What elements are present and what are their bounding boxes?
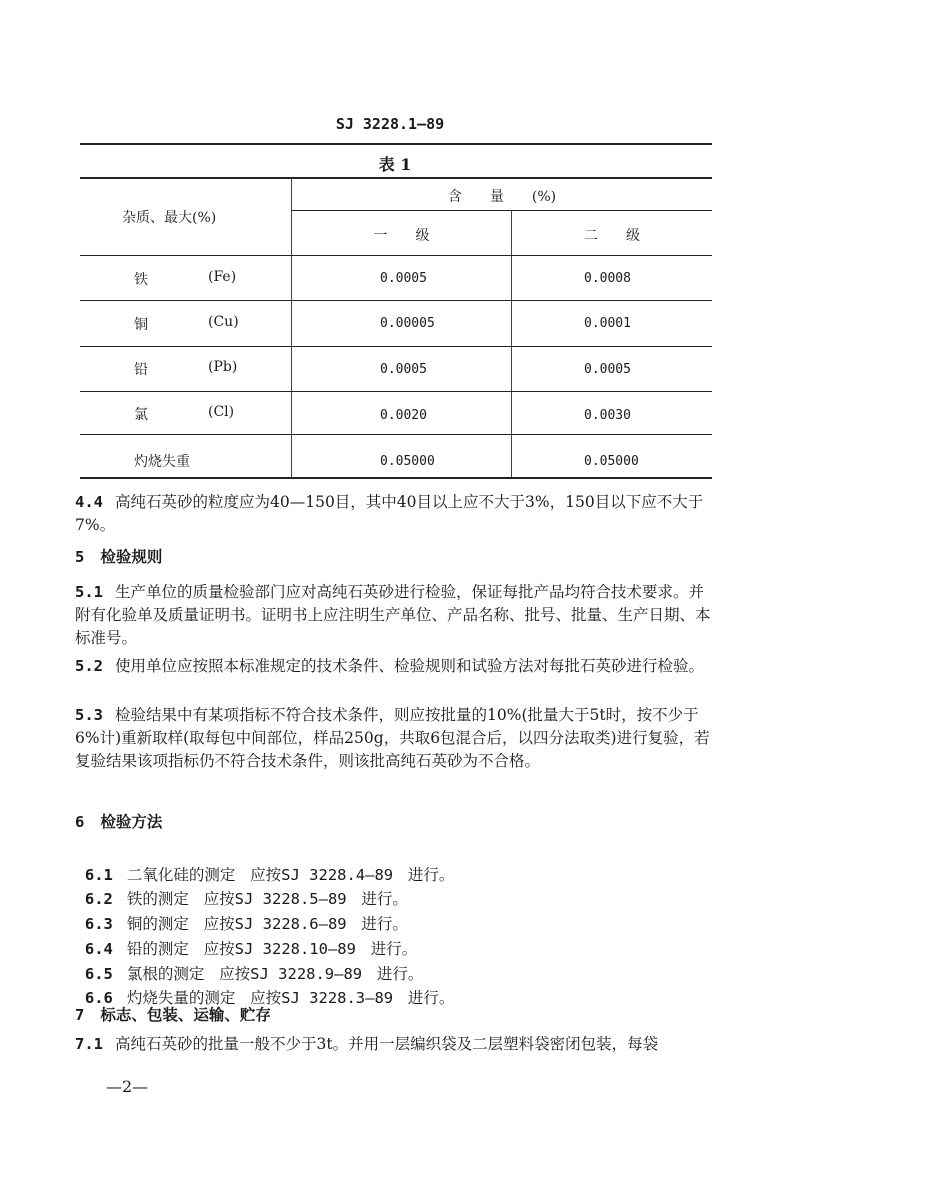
section-number: 5	[75, 548, 85, 566]
clause-text: 高纯石英砂的批量一般不少于3t。并用一层编织袋及二层塑料袋密闭包装，每袋	[115, 1035, 659, 1053]
grade1-value: 0.0020	[380, 408, 427, 423]
section-5-heading	[75, 545, 162, 567]
method-number: 6.5	[84, 965, 113, 983]
clause-5-3	[75, 704, 715, 773]
row-symbol: (Fe)	[208, 269, 237, 285]
row-name: 铁	[134, 272, 148, 288]
method-reference: 应按SJ 3228.5—89	[203, 890, 347, 908]
grade2-value: 0.0005	[584, 362, 631, 377]
section-title: 检验规则	[100, 547, 163, 566]
method-name: 铜的测定	[126, 915, 189, 933]
row-symbol: (Cu)	[208, 314, 239, 330]
method-tail: 进行。	[376, 965, 424, 983]
method-item	[75, 968, 454, 1008]
method-name: 铁的测定	[126, 890, 189, 908]
method-tail: 进行。	[407, 866, 455, 884]
method-reference: 应按SJ 3228.4—89	[250, 866, 394, 884]
clause-number: 7.1	[75, 1035, 103, 1053]
row-symbol: (Pb)	[208, 359, 238, 375]
table-title: 表 1	[378, 155, 412, 174]
grade1-value: 0.0005	[380, 362, 427, 377]
row-header: 杂质、最大(%)	[122, 210, 217, 226]
clause-text: 使用单位应按照本标准规定的技术条件、检验规则和试验方法对每批石英砂进行检验。	[115, 657, 705, 675]
section-7-heading	[75, 1003, 271, 1025]
clause-7-1	[75, 1033, 715, 1056]
table-bottom-rule	[80, 477, 712, 479]
clause-4-4	[75, 491, 715, 537]
row-name: 铅	[134, 362, 148, 378]
grade1-value: 0.05000	[380, 454, 435, 469]
clause-number: 5.2	[75, 657, 103, 675]
clause-text: 检验结果中有某项指标不符合技术条件，则应按批量的10%(批量大于5t时，按不少于6%计)重新取样(取每包中间部位，样品250g，共取6包混合后，以四分法取类)进行复验，若复验结果该项指标仍不符合技术条件，则该批高纯石英砂为不合格。	[75, 706, 710, 770]
table-row-rule	[80, 391, 712, 392]
row-symbol: (Cl)	[208, 404, 235, 420]
grade2-value: 0.0030	[584, 408, 631, 423]
grade2-value: 0.0008	[584, 271, 631, 286]
method-name: 灼烧失量的测定	[126, 989, 236, 1007]
section-number: 6	[75, 813, 85, 831]
content-header: 含 量 (%)	[447, 189, 557, 205]
clause-5-2	[75, 655, 715, 678]
method-tail: 进行。	[407, 989, 455, 1007]
method-number: 6.3	[84, 915, 113, 933]
table-row-rule	[80, 300, 712, 301]
table-row-rule	[80, 434, 712, 435]
method-tail: 进行。	[361, 915, 408, 933]
clause-number: 5.3	[75, 706, 103, 724]
table-subheader-rule	[292, 210, 712, 211]
section-number: 7	[75, 1006, 85, 1024]
grade1-value: 0.00005	[380, 316, 435, 331]
method-name: 铅的测定	[126, 940, 189, 958]
method-number: 6.2	[84, 890, 113, 908]
method-reference: 应按SJ 3228.9—89	[219, 965, 363, 983]
clause-text: 生产单位的质量检验部门应对高纯石英砂进行检验，保证每批产品均符合技术要求。并附有化验单及质量证明书。证明书上应注明生产单位、产品名称、批号、批量、生产日期、本标准号。	[75, 583, 711, 647]
table-row-rule	[80, 346, 712, 347]
row-name: 氯	[134, 407, 148, 423]
section-title: 标志、包装、运输、贮存	[100, 1005, 271, 1024]
method-name: 氯根的测定	[126, 965, 205, 983]
clause-5-1	[75, 581, 715, 650]
method-number: 6.6	[84, 989, 113, 1007]
row-name: 铜	[134, 317, 148, 333]
grade2-value: 0.05000	[584, 454, 639, 469]
method-tail: 进行。	[370, 940, 418, 958]
clause-number: 5.1	[75, 583, 103, 601]
method-reference: 应按SJ 3228.3—89	[250, 989, 394, 1007]
table-divider-2	[511, 210, 512, 478]
table-header-rule	[80, 177, 712, 179]
clause-text: 高纯石英砂的粒度应为40—150目，其中40目以上应不大于3%，150目以下应不大于7%。	[75, 493, 704, 534]
grade2-value: 0.0001	[584, 316, 631, 331]
table-top-rule	[80, 143, 712, 145]
section-6-heading	[75, 810, 162, 832]
grade1-value: 0.0005	[380, 271, 427, 286]
method-tail: 进行。	[361, 890, 408, 908]
method-reference: 应按SJ 3228.10—89	[203, 940, 356, 958]
method-name: 二氧化硅的测定	[126, 866, 236, 884]
grade2-header: 二 级	[584, 228, 640, 244]
method-reference: 应按SJ 3228.6—89	[203, 915, 347, 933]
section-title: 检验方法	[100, 812, 163, 831]
table-row-rule	[80, 255, 712, 256]
row-name: 灼烧失重	[134, 454, 190, 470]
method-number: 6.1	[84, 866, 113, 884]
page-number: —2—	[106, 1077, 149, 1096]
document-number: SJ 3228.1—89	[335, 115, 445, 133]
method-number: 6.4	[84, 940, 113, 958]
clause-number: 4.4	[75, 493, 103, 511]
grade1-header: 一 级	[373, 228, 430, 244]
